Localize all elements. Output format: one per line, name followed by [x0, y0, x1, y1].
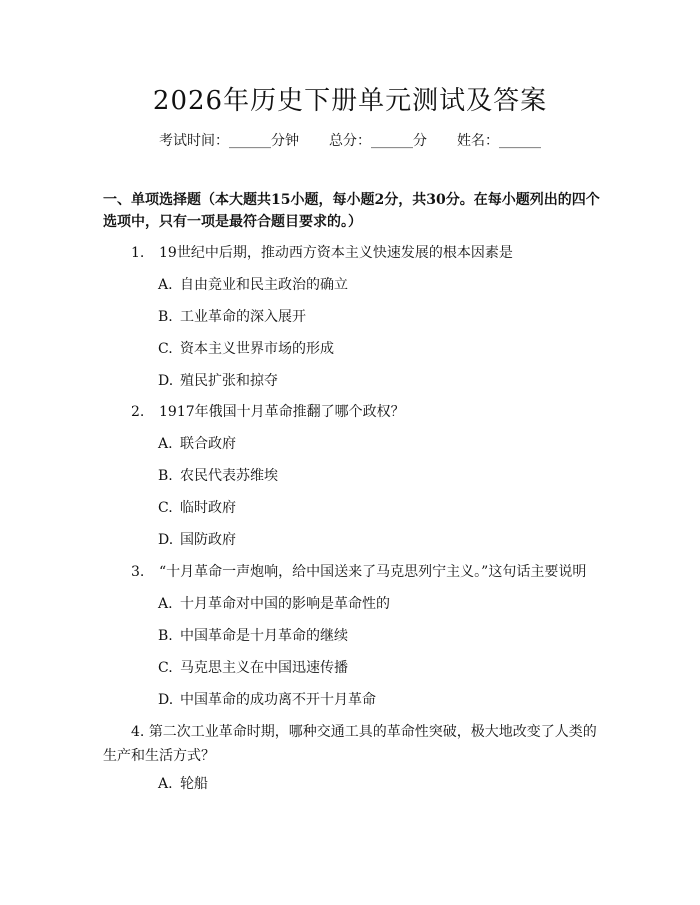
option-text: 马克思主义在中国迅速传播	[180, 660, 348, 676]
option-letter: A.	[158, 776, 173, 792]
option-letter: B.	[158, 468, 173, 484]
student-name-field: 姓名：______	[457, 133, 541, 149]
question-1-option-b	[158, 307, 306, 327]
option-letter: D.	[158, 373, 174, 389]
question-2	[131, 401, 405, 423]
question-text: 19世纪中后期，推动西方资本主义快速发展的根本因素是	[159, 245, 513, 261]
option-letter: D.	[158, 692, 174, 708]
option-letter: B.	[158, 628, 173, 644]
question-3	[131, 561, 586, 583]
exam-meta	[0, 131, 700, 151]
question-2-option-a	[158, 434, 236, 454]
question-text: 第二次工业革命时期，哪种交通工具的革命性突破，极大地改变了人类的生产和生活方式？	[103, 724, 597, 764]
option-letter: D.	[158, 532, 174, 548]
question-2-option-c	[158, 498, 236, 518]
option-text: 工业革命的深入展开	[180, 309, 306, 325]
question-number: 2.	[131, 404, 145, 420]
option-text: 十月革命对中国的影响是革命性的	[180, 596, 390, 612]
question-text: 1917年俄国十月革命推翻了哪个政权？	[159, 404, 405, 420]
page-title: 2026年历史下册单元测试及答案	[152, 86, 548, 116]
question-2-option-b	[158, 466, 278, 486]
option-text: 轮船	[180, 776, 208, 792]
option-letter: B.	[158, 309, 173, 325]
question-text: “十月革命一声炮响，给中国送来了马克思列宁主义。”这句话主要说明	[159, 564, 587, 580]
option-letter: C.	[158, 500, 173, 516]
question-1-option-d	[158, 371, 278, 391]
total-score-field: 总分：______分	[329, 133, 427, 149]
option-text: 中国革命是十月革命的继续	[180, 628, 348, 644]
option-text: 临时政府	[180, 500, 236, 516]
question-1	[131, 242, 513, 264]
question-1-option-a	[158, 275, 348, 295]
question-2-option-d	[158, 530, 236, 550]
option-letter: A.	[158, 436, 173, 452]
question-3-option-d	[158, 690, 376, 710]
question-3-option-a	[158, 594, 390, 614]
question-number: 1.	[131, 245, 145, 261]
option-text: 农民代表苏维埃	[180, 468, 278, 484]
question-number: 4.	[131, 724, 145, 740]
option-letter: C.	[158, 341, 173, 357]
option-letter: C.	[158, 660, 173, 676]
option-text: 自由竞业和民主政治的确立	[180, 277, 348, 293]
question-4	[103, 720, 603, 768]
section-header: 一、单项选择题（本大题共15小题，每小题2分，共30分。在每小题列出的四个选项中，只有一项是最符合题目要求的。）	[103, 192, 600, 230]
option-text: 国防政府	[180, 532, 236, 548]
option-letter: A.	[158, 277, 173, 293]
question-number: 3.	[131, 564, 145, 580]
option-letter: A.	[158, 596, 173, 612]
question-1-option-c	[158, 339, 334, 359]
option-text: 资本主义世界市场的形成	[180, 341, 334, 357]
question-3-option-b	[158, 626, 348, 646]
option-text: 中国革命的成功离不开十月革命	[180, 692, 376, 708]
exam-time-field: 考试时间：______分钟	[159, 133, 299, 149]
question-4-option-a	[158, 774, 208, 794]
option-text: 殖民扩张和掠夺	[180, 373, 278, 389]
option-text: 联合政府	[180, 436, 236, 452]
question-3-option-c	[158, 658, 348, 678]
